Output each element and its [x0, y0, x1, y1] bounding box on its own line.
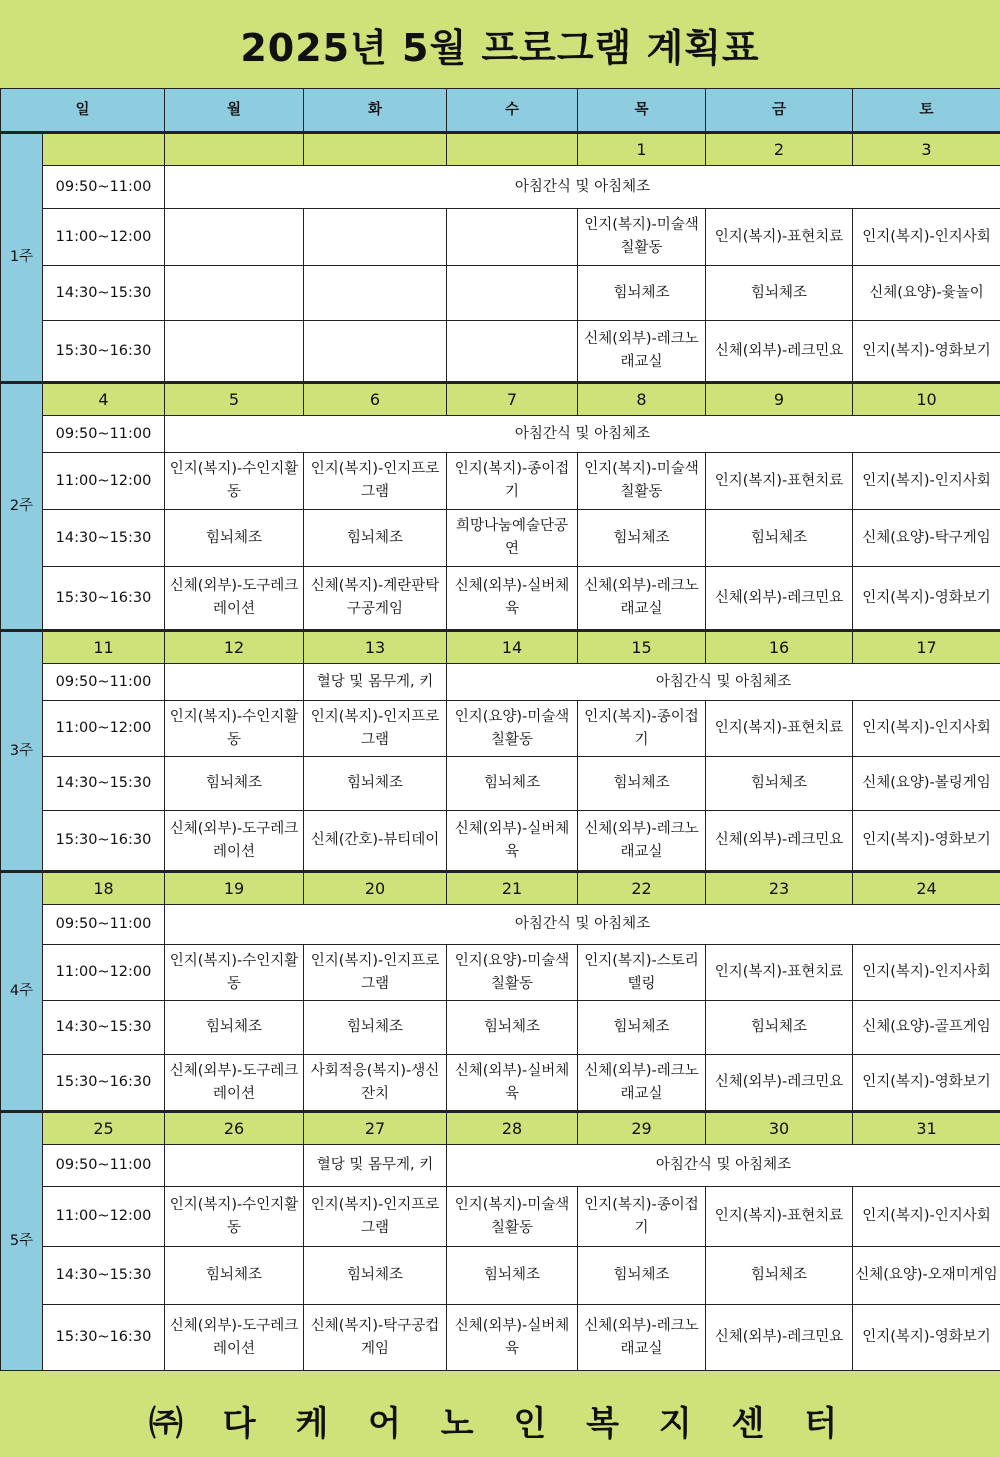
schedule-row [1, 416, 1000, 453]
program-cell: 힘뇌체조 [578, 1247, 706, 1305]
date-cell: 12 [165, 631, 304, 664]
schedule-row [1, 701, 1000, 757]
program-cell: 인지(복지)-인지사회 [853, 1187, 1000, 1247]
time-cell: 14:30~15:30 [43, 1247, 165, 1305]
program-cell: 힘뇌체조 [447, 1247, 578, 1305]
time-cell: 09:50~11:00 [43, 416, 165, 453]
program-cell [304, 209, 447, 266]
program-cell: 힘뇌체조 [578, 266, 706, 321]
date-cell: 15 [578, 631, 706, 664]
program-cell: 힘뇌체조 [304, 757, 447, 811]
date-cell [304, 133, 447, 166]
program-cell [304, 321, 447, 383]
program-cell: 인지(복지)-표현치료 [706, 701, 853, 757]
date-cell: 16 [706, 631, 853, 664]
program-cell: 인지(복지)-영화보기 [853, 321, 1000, 383]
date-row [1, 872, 1000, 905]
program-cell: 인지(복지)-미술색칠활동 [578, 453, 706, 510]
program-cell: 힘뇌체조 [165, 757, 304, 811]
date-cell: 18 [43, 872, 165, 905]
program-cell: 신체(외부)-레크노래교실 [578, 321, 706, 383]
program-cell: 신체(복지)-계란판탁구공게임 [304, 567, 447, 631]
time-cell: 15:30~16:30 [43, 1055, 165, 1112]
date-cell: 10 [853, 383, 1000, 416]
program-cell: 인지(복지)-영화보기 [853, 1055, 1000, 1112]
program-cell: 인지(복지)-종이접기 [578, 701, 706, 757]
program-cell: 인지(복지)-수인지활동 [165, 453, 304, 510]
time-cell: 09:50~11:00 [43, 1145, 165, 1187]
program-cell: 힘뇌체조 [706, 757, 853, 811]
date-cell: 14 [447, 631, 578, 664]
program-cell: 신체(외부)-레크노래교실 [578, 567, 706, 631]
schedule-row [1, 811, 1000, 872]
program-cell: 힘뇌체조 [165, 510, 304, 567]
program-cell: 신체(외부)-실버체육 [447, 1055, 578, 1112]
schedule-row [1, 453, 1000, 510]
date-cell: 29 [578, 1112, 706, 1145]
program-cell: 신체(복지)-탁구공컵 게임 [304, 1305, 447, 1371]
schedule-row [1, 1187, 1000, 1247]
time-cell: 11:00~12:00 [43, 1187, 165, 1247]
week-label: 2주 [1, 383, 43, 631]
date-row [1, 383, 1000, 416]
schedule-row [1, 567, 1000, 631]
program-cell: 신체(요양)-윷놀이 [853, 266, 1000, 321]
day-header-wednesday: 수 [447, 89, 578, 133]
program-cell: 인지(복지)-표현치료 [706, 945, 853, 1001]
program-cell: 신체(외부)-레크노래교실 [578, 1305, 706, 1371]
time-cell: 14:30~15:30 [43, 757, 165, 811]
week-label: 5주 [1, 1112, 43, 1371]
date-cell [165, 133, 304, 166]
program-cell: 인지(복지)-수인지활동 [165, 701, 304, 757]
time-cell: 15:30~16:30 [43, 1305, 165, 1371]
schedule-row [1, 945, 1000, 1001]
program-cell: 인지(복지)-수인지활동 [165, 945, 304, 1001]
date-cell: 31 [853, 1112, 1000, 1145]
program-cell: 신체(외부)-도구레크레이션 [165, 811, 304, 872]
time-cell: 14:30~15:30 [43, 266, 165, 321]
date-cell: 9 [706, 383, 853, 416]
program-cell: 힘뇌체조 [578, 1001, 706, 1055]
day-header-friday: 금 [706, 89, 853, 133]
program-cell: 인지(복지)-인지프로그램 [304, 453, 447, 510]
date-row [1, 631, 1000, 664]
date-cell: 4 [43, 383, 165, 416]
program-cell: 사회적응(복지)-생신잔치 [304, 1055, 447, 1112]
program-cell: 인지(복지)-인지사회 [853, 453, 1000, 510]
program-cell: 신체(외부)-레크민요 [706, 567, 853, 631]
date-row [1, 1112, 1000, 1145]
schedule-row [1, 321, 1000, 383]
health-check-cell: 혈당 및 몸무게, 키 [304, 1145, 447, 1187]
schedule-row [1, 209, 1000, 266]
program-cell: 인지(요양)-미술색칠활동 [447, 945, 578, 1001]
morning-program-cell: 아침간식 및 아침체조 [165, 905, 1000, 945]
program-cell: 인지(복지)-미술색칠활동 [578, 209, 706, 266]
date-cell: 1 [578, 133, 706, 166]
schedule-row [1, 664, 1000, 701]
time-cell: 15:30~16:30 [43, 567, 165, 631]
program-cell: 신체(외부)-레크민요 [706, 1055, 853, 1112]
program-cell: 힘뇌체조 [706, 1001, 853, 1055]
empty-cell [165, 664, 304, 701]
program-cell: 인지(복지)-수인지활동 [165, 1187, 304, 1247]
time-cell: 15:30~16:30 [43, 811, 165, 872]
date-cell: 17 [853, 631, 1000, 664]
day-header-tuesday: 화 [304, 89, 447, 133]
program-cell: 인지(복지)-인지프로그램 [304, 945, 447, 1001]
time-cell: 14:30~15:30 [43, 1001, 165, 1055]
date-cell: 2 [706, 133, 853, 166]
schedule-row [1, 1055, 1000, 1112]
date-cell: 25 [43, 1112, 165, 1145]
schedule-row [1, 166, 1000, 209]
weekday-header-row [1, 89, 1000, 133]
day-header-saturday: 토 [853, 89, 1000, 133]
date-row [1, 133, 1000, 166]
program-cell: 신체(외부)-실버체육 [447, 567, 578, 631]
time-cell: 11:00~12:00 [43, 209, 165, 266]
schedule-row [1, 1305, 1000, 1371]
program-cell: 신체(외부)-레크민요 [706, 811, 853, 872]
program-cell: 인지(복지)-종이접기 [578, 1187, 706, 1247]
time-cell: 11:00~12:00 [43, 945, 165, 1001]
date-cell: 21 [447, 872, 578, 905]
date-cell: 8 [578, 383, 706, 416]
morning-program-cell: 아침간식 및 아침체조 [447, 1145, 1000, 1187]
date-cell: 28 [447, 1112, 578, 1145]
program-cell: 신체(외부)-도구레크레이션 [165, 1055, 304, 1112]
schedule-row [1, 1001, 1000, 1055]
program-cell [165, 209, 304, 266]
page-title: 2025년 5월 프로그램 계획표 [240, 25, 760, 70]
day-header-monday: 월 [165, 89, 304, 133]
schedule-row [1, 510, 1000, 567]
program-cell: 인지(복지)-표현치료 [706, 453, 853, 510]
schedule-row [1, 1247, 1000, 1305]
program-cell: 힘뇌체조 [706, 510, 853, 567]
date-cell: 3 [853, 133, 1000, 166]
program-cell: 인지(복지)-종이접기 [447, 453, 578, 510]
program-cell: 힘뇌체조 [304, 1247, 447, 1305]
program-cell: 인지(복지)-인지프로그램 [304, 701, 447, 757]
program-cell: 신체(요양)-탁구게임 [853, 510, 1000, 567]
program-cell: 신체(외부)-레크민요 [706, 1305, 853, 1371]
date-cell: 30 [706, 1112, 853, 1145]
program-cell: 힘뇌체조 [578, 510, 706, 567]
date-cell [447, 133, 578, 166]
program-cell [447, 266, 578, 321]
program-cell: 희망나눔예술단공연 [447, 510, 578, 567]
schedule-table [0, 88, 1000, 1371]
date-cell [43, 133, 165, 166]
program-cell: 신체(요양)-오재미게임 [853, 1247, 1000, 1305]
program-cell: 힘뇌체조 [165, 1001, 304, 1055]
program-cell: 인지(복지)-인지사회 [853, 209, 1000, 266]
program-cell: 신체(외부)-실버체육 [447, 811, 578, 872]
program-cell: 인지(복지)-인지사회 [853, 945, 1000, 1001]
program-cell: 신체(요양)-골프게임 [853, 1001, 1000, 1055]
date-cell: 22 [578, 872, 706, 905]
morning-program-cell: 아침간식 및 아침체조 [447, 664, 1000, 701]
date-cell: 7 [447, 383, 578, 416]
time-cell: 09:50~11:00 [43, 664, 165, 701]
program-cell: 인지(복지)-영화보기 [853, 1305, 1000, 1371]
date-cell: 13 [304, 631, 447, 664]
program-cell: 신체(외부)-도구레크레이션 [165, 567, 304, 631]
day-header-sunday: 일 [1, 89, 165, 133]
program-cell: 인지(복지)-미술색칠활동 [447, 1187, 578, 1247]
date-cell: 20 [304, 872, 447, 905]
program-cell: 힘뇌체조 [706, 266, 853, 321]
date-cell: 19 [165, 872, 304, 905]
center-name-footer: ㈜ 다 케 어 노 인 복 지 센 터 [148, 1403, 852, 1444]
program-cell [165, 266, 304, 321]
time-cell: 09:50~11:00 [43, 166, 165, 209]
health-check-cell: 혈당 및 몸무게, 키 [304, 664, 447, 701]
program-cell: 인지(복지)-인지프로그램 [304, 1187, 447, 1247]
program-cell: 인지(복지)-스토리텔링 [578, 945, 706, 1001]
date-cell: 27 [304, 1112, 447, 1145]
program-cell: 신체(외부)-레크민요 [706, 321, 853, 383]
schedule-row [1, 1145, 1000, 1187]
program-cell: 신체(요양)-볼링게임 [853, 757, 1000, 811]
time-cell: 14:30~15:30 [43, 510, 165, 567]
program-cell: 힘뇌체조 [304, 510, 447, 567]
date-cell: 6 [304, 383, 447, 416]
time-cell: 15:30~16:30 [43, 321, 165, 383]
program-cell: 신체(외부)-레크노래교실 [578, 1055, 706, 1112]
date-cell: 23 [706, 872, 853, 905]
program-cell: 신체(외부)-레크노래교실 [578, 811, 706, 872]
time-cell: 11:00~12:00 [43, 453, 165, 510]
morning-program-cell: 아침간식 및 아침체조 [165, 416, 1000, 453]
program-cell: 인지(복지)-표현치료 [706, 1187, 853, 1247]
program-cell: 힘뇌체조 [304, 1001, 447, 1055]
date-cell: 24 [853, 872, 1000, 905]
schedule-row [1, 757, 1000, 811]
week-label: 4주 [1, 872, 43, 1112]
week-label: 3주 [1, 631, 43, 872]
program-cell: 신체(간호)-뷰티데이 [304, 811, 447, 872]
program-cell: 인지(복지)-영화보기 [853, 567, 1000, 631]
date-cell: 26 [165, 1112, 304, 1145]
schedule-row [1, 266, 1000, 321]
program-cell [304, 266, 447, 321]
program-cell: 인지(복지)-영화보기 [853, 811, 1000, 872]
program-cell: 신체(외부)-도구레크레이션 [165, 1305, 304, 1371]
time-cell: 09:50~11:00 [43, 905, 165, 945]
time-cell: 11:00~12:00 [43, 701, 165, 757]
program-cell: 힘뇌체조 [447, 1001, 578, 1055]
program-cell [447, 209, 578, 266]
morning-program-cell: 아침간식 및 아침체조 [165, 166, 1000, 209]
program-cell: 인지(요양)-미술색칠활동 [447, 701, 578, 757]
program-cell: 힘뇌체조 [578, 757, 706, 811]
empty-cell [165, 1145, 304, 1187]
program-cell [447, 321, 578, 383]
program-cell [165, 321, 304, 383]
program-cell: 신체(외부)-실버체육 [447, 1305, 578, 1371]
day-header-thursday: 목 [578, 89, 706, 133]
schedule-row [1, 905, 1000, 945]
week-label: 1주 [1, 133, 43, 383]
program-cell: 인지(복지)-인지사회 [853, 701, 1000, 757]
program-cell: 힘뇌체조 [165, 1247, 304, 1305]
program-cell: 힘뇌체조 [706, 1247, 853, 1305]
date-cell: 5 [165, 383, 304, 416]
program-cell: 힘뇌체조 [447, 757, 578, 811]
date-cell: 11 [43, 631, 165, 664]
program-cell: 인지(복지)-표현치료 [706, 209, 853, 266]
